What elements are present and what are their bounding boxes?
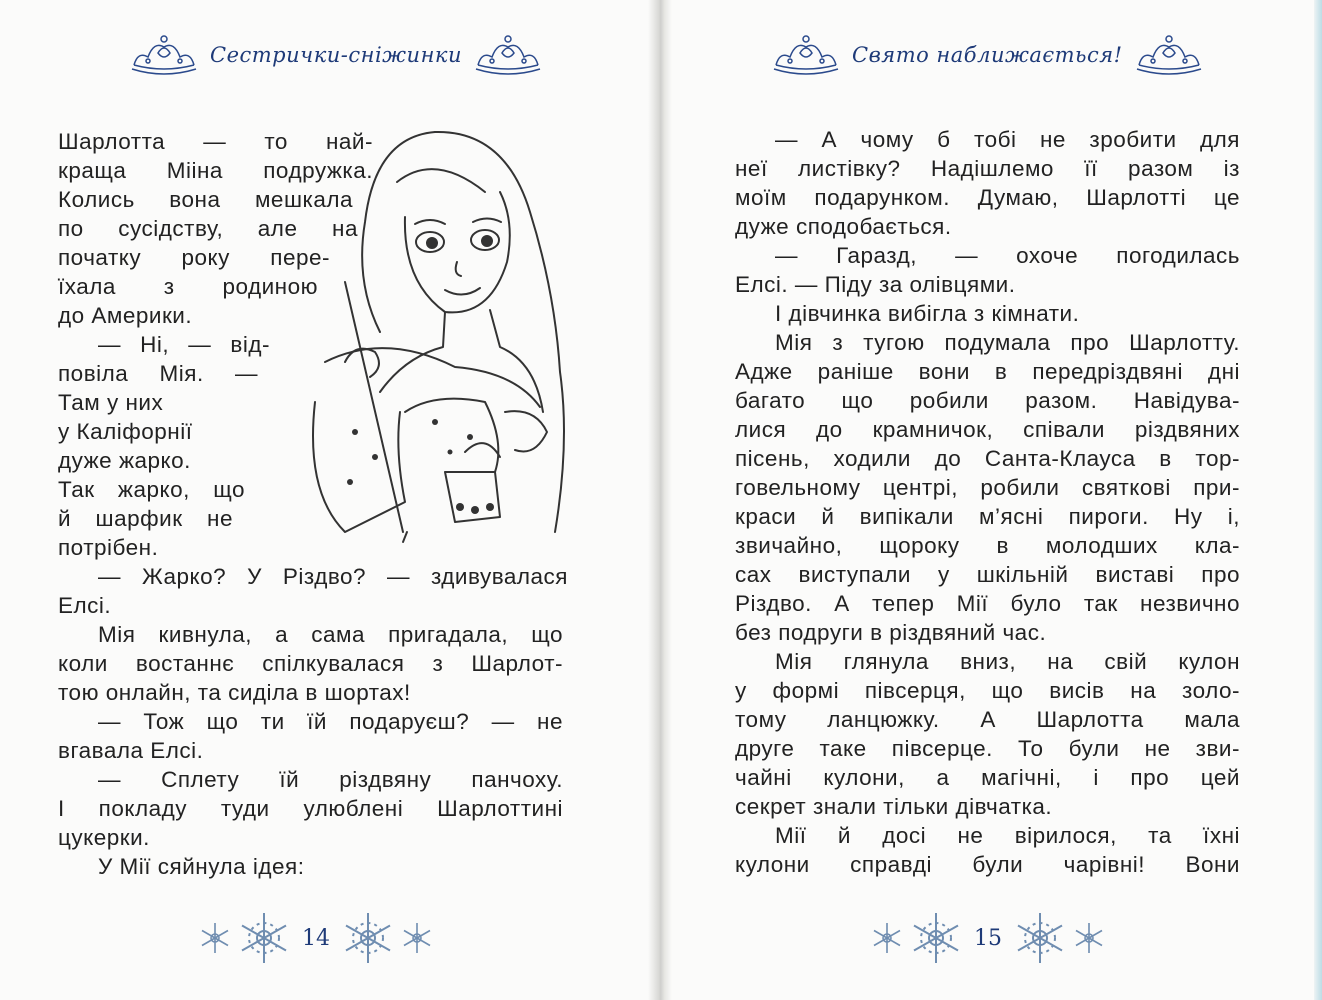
text-line: дуже жарко.	[58, 448, 191, 473]
text-line: говельному центрі, робили святкові при-	[735, 475, 1240, 500]
footer-left	[198, 908, 434, 968]
text-line: Мії й досі не вірилося, та їхні	[775, 823, 1240, 848]
text-line: пісень, ходили до Санта-Клауса в тор-	[735, 446, 1240, 471]
text-line: сах виступали у шкільній виставі про	[735, 562, 1240, 587]
right-body-text	[735, 125, 1245, 879]
book-gutter	[648, 0, 672, 1000]
text-line: — А чому б тобі не зробити для	[775, 127, 1240, 152]
text-line: краси й випікали м’ясні пироги. Ну і,	[735, 504, 1240, 529]
running-head-right	[770, 30, 1205, 80]
left-page	[0, 0, 655, 1000]
text-line: Там у них	[58, 390, 164, 415]
text-line: секрет знали тільки дівчатка.	[735, 794, 1053, 819]
tiara-ornament-icon	[128, 33, 200, 77]
text-line: початку року пере-	[58, 245, 330, 270]
text-line: тому ланцюжку. А Шарлотта мала	[735, 707, 1240, 732]
text-line: друге таке півсерце. То були не зви-	[735, 736, 1240, 761]
text-line: кулони справді були чарівні! Вони	[735, 852, 1240, 877]
text-line: — Гаразд, — охоче погодилась	[775, 243, 1240, 268]
text-line: Мія кивнула, а сама пригадала, що	[98, 622, 563, 647]
text-line: без подруги в різдвяний час.	[735, 620, 1047, 645]
text-line: Елсі.	[58, 593, 112, 618]
snowflake-icon	[1072, 921, 1106, 955]
text-line: Так жарко, що	[58, 477, 245, 502]
right-page	[660, 0, 1322, 1000]
running-head-title: Свято наближається!	[852, 43, 1123, 67]
text-line: — Жарко? У Різдво? — здивувалася	[98, 564, 568, 589]
snowflake-icon	[870, 921, 904, 955]
text-line: до Америки.	[58, 303, 193, 328]
text-line: повіла Мія. —	[58, 361, 258, 386]
text-line: дуже сподобається.	[735, 214, 952, 239]
text-line: багато що робили разом. Навідува-	[735, 388, 1240, 413]
text-line: І покладу туди улюблені Шарлоттині	[58, 796, 563, 821]
page-number-left: 14	[302, 925, 330, 951]
text-line: Елсі. — Піду за олівцями.	[735, 272, 1016, 297]
text-line: — Сплету їй різдвяну панчоху.	[98, 767, 563, 792]
text-line: лися до крамничок, співали різдвяних	[735, 417, 1240, 442]
snowflake-icon	[1012, 910, 1068, 966]
girl-knitting-illustration	[285, 112, 595, 557]
running-head-title: Сестрички-сніжинки	[210, 43, 462, 67]
text-line: Мія з тугою подумала про Шарлотту.	[775, 330, 1240, 355]
text-line: звичайно, щороку в молодших кла-	[735, 533, 1240, 558]
text-line: У Мії сяйнула ідея:	[98, 854, 305, 879]
text-line: Мія глянула вниз, на свій кулон	[775, 649, 1240, 674]
text-line: чайні кулони, а магічні, і про цей	[735, 765, 1240, 790]
text-line: вгавала Елсі.	[58, 738, 204, 763]
text-line: по сусідству, але на	[58, 216, 358, 241]
text-line: Колись вона мешкала	[58, 187, 353, 212]
text-line: — Ні, — від-	[98, 332, 270, 357]
text-line: потрібен.	[58, 535, 159, 560]
running-head-left	[128, 30, 544, 80]
snowflake-icon	[236, 910, 292, 966]
snowflake-icon	[198, 921, 232, 955]
text-line: їхала з родиною	[58, 274, 318, 299]
text-line: — Тож що ти їй подаруєш? — не	[98, 709, 563, 734]
tiara-ornament-icon	[770, 33, 842, 77]
snowflake-icon	[908, 910, 964, 966]
text-line: І дівчинка вибігла з кімнати.	[775, 301, 1080, 326]
tiara-ornament-icon	[1133, 33, 1205, 77]
text-line: у формі півсерця, що висів на золо-	[735, 678, 1240, 703]
text-line: цукерки.	[58, 825, 150, 850]
footer-right	[870, 908, 1106, 968]
text-line: у Каліфорнії	[58, 419, 193, 444]
text-line: Різдво. А тепер Мії було так незвично	[735, 591, 1240, 616]
text-line: краща Мііна подружка.	[58, 158, 373, 183]
snowflake-icon	[340, 910, 396, 966]
text-line: неї листівку? Надішлемо її разом із	[735, 156, 1240, 181]
text-line: коли востаннє спілкувалася з Шарлот-	[58, 651, 563, 676]
text-line: Адже раніше вони в передріздвяні дні	[735, 359, 1240, 384]
text-line: моїм подарунком. Думаю, Шарлотті це	[735, 185, 1240, 210]
text-line: тою онлайн, та сиділа в шортах!	[58, 680, 411, 705]
text-line: й шарфик не	[58, 506, 233, 531]
page-number-right: 15	[974, 925, 1002, 951]
page-edge	[1314, 0, 1322, 1000]
text-line: Шарлотта — то най-	[58, 129, 373, 154]
snowflake-icon	[400, 921, 434, 955]
tiara-ornament-icon	[472, 33, 544, 77]
